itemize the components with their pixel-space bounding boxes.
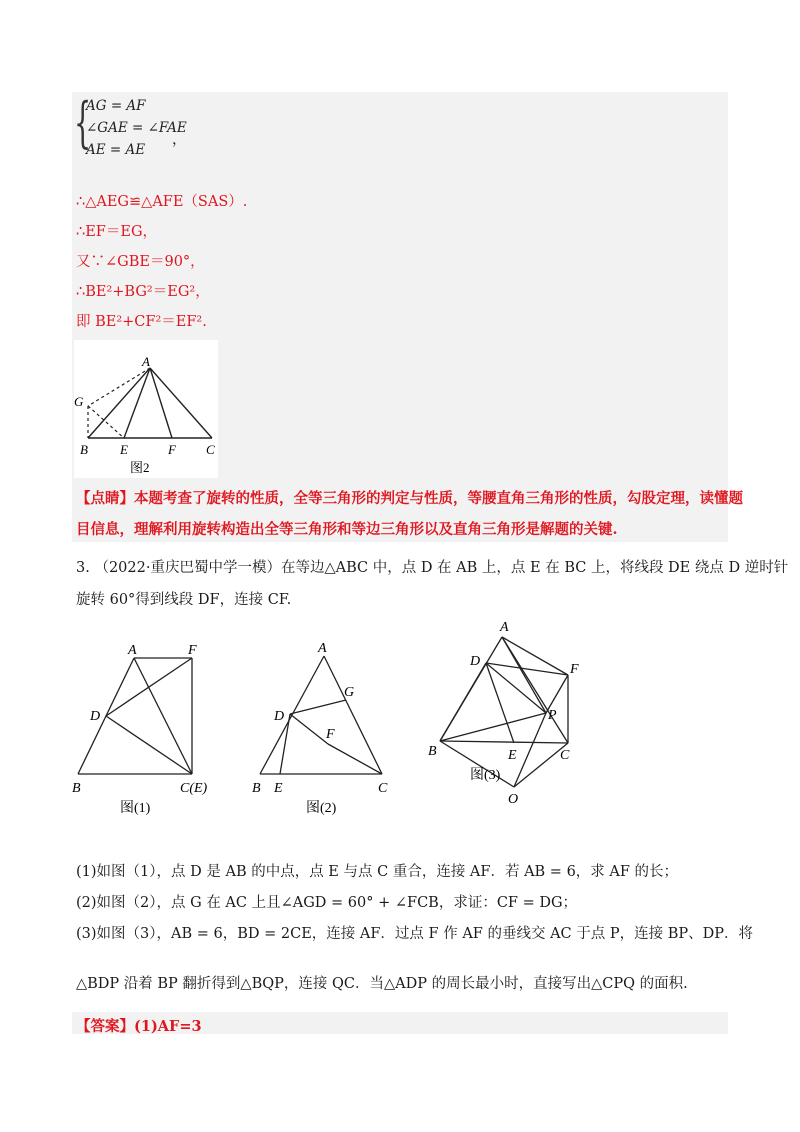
comment-line-2: 目信息，理解利用旋转构造出全等三角形和等边三角形以及直角三角形是解题的关键.: [76, 521, 618, 538]
f1-seg-ac: [134, 658, 192, 774]
answer-text: (1)AF=3: [134, 1018, 202, 1035]
f3-seg-af: [502, 637, 568, 675]
system-eq2: ∠GAE = ∠FAE: [86, 120, 187, 136]
label-b: B: [80, 442, 88, 457]
f3-seg-ap: [502, 637, 546, 713]
proof-line-2: ∴EF＝EG，: [76, 224, 158, 240]
f3-label-f: F: [570, 662, 579, 677]
f1-label-a: A: [128, 643, 137, 658]
f2-label-d: D: [274, 709, 285, 724]
f3-label-b: B: [428, 744, 437, 759]
f3-seg-bp: [440, 713, 546, 741]
label-g: G: [74, 394, 84, 409]
f2-label-g: G: [344, 685, 355, 700]
f2-label-b: B: [252, 781, 261, 796]
f2-label-f: F: [326, 727, 335, 742]
question-3-continued: △BDP 沿着 BP 翻折得到△BQP，连接 QC．当△ADP 的周长最小时，直接写出△CPQ 的面积.: [76, 976, 688, 992]
system-eq1: AG = AF: [86, 98, 146, 114]
answer-line: [76, 1015, 202, 1036]
comment-text-1: 本题考查了旋转的性质，全等三角形的判定与性质，等腰直角三角形的性质，勾股定理，读懂题: [134, 490, 743, 507]
f2-caption: 图(2): [306, 801, 337, 816]
label-e: E: [120, 442, 128, 457]
proof-line-3: 又∵∠GBE＝90°，: [76, 254, 205, 270]
label-f: F: [168, 442, 176, 457]
f2-seg-fc: [328, 744, 382, 774]
label-a: A: [142, 354, 150, 369]
comment-line-1: [76, 487, 743, 508]
question-3: (3)如图（3），AB = 6，BD = 2CE，连接 AF．过点 F 作 AF 的垂线交 AC 于点 P，连接 BP、DP．将: [76, 926, 754, 942]
f1-caption: 图(1): [120, 801, 151, 816]
f3-label-a: A: [500, 620, 509, 635]
figure-2-caption: 图2: [130, 460, 150, 475]
answer-tag: 【答案】: [76, 1018, 134, 1035]
figure-2: [248, 640, 398, 820]
f2-seg-df: [290, 714, 328, 744]
f2-seg-ac: [324, 656, 382, 774]
f2-label-c: C: [378, 781, 388, 796]
f3-caption: 图(3): [470, 768, 501, 783]
f2-label-a: A: [318, 641, 327, 656]
f1-label-f: F: [188, 643, 197, 658]
figure-1: [68, 640, 238, 820]
f3-label-p: P: [548, 708, 557, 723]
comment-tag: 【点睛】: [76, 490, 134, 507]
f3-label-d: D: [470, 654, 481, 669]
f3-seg-bc: [440, 741, 568, 743]
f3-label-e: E: [508, 748, 517, 763]
f1-seg-df: [106, 658, 192, 716]
f1-label-b: B: [72, 781, 81, 796]
f1-label-ce: C(E): [180, 781, 208, 796]
proof-line-1: ∴△AEG≌△AFE（SAS）.: [76, 194, 248, 210]
figure-2-top: [74, 340, 218, 478]
system-eq3: AE = AE: [86, 142, 146, 158]
f3-label-o: O: [508, 792, 519, 807]
question-2: (2)如图（2），点 G 在 AC 上且∠AGD = 60° + ∠FCB，求证：CF = DG；: [76, 895, 578, 911]
problem-line-2: 旋转 60°得到线段 DF，连接 CF.: [76, 592, 292, 608]
problem-line-1: [76, 556, 788, 577]
proof-line-5: 即 BE²+CF²＝EF².: [76, 314, 207, 330]
proof-line-4: ∴BE²+BG²＝EG²，: [76, 284, 210, 300]
figure-3: [420, 615, 590, 815]
question-1: (1)如图（1），点 D 是 AB 的中点，点 E 与点 C 重合，连接 AF．若 AB = 6，求 AF 的长；: [76, 864, 679, 880]
label-c: C: [206, 442, 215, 457]
f3-seg-db: [440, 663, 486, 741]
f3-seg-op: [514, 713, 546, 787]
f3-label-c: C: [560, 748, 570, 763]
f1-seg-dc: [106, 716, 192, 774]
system-comma: ，: [172, 132, 187, 148]
problem-stem-1: （2022·重庆巴蜀中学一模）在等边△ABC 中，点 D 在 AB 上，点 E 在 BC 上，将线段 DE 绕点 D 逆时针: [94, 560, 789, 576]
f1-label-d: D: [90, 709, 101, 724]
problem-number: 3.: [76, 560, 90, 576]
brace-symbol: {: [74, 91, 92, 154]
f2-label-e: E: [274, 781, 283, 796]
